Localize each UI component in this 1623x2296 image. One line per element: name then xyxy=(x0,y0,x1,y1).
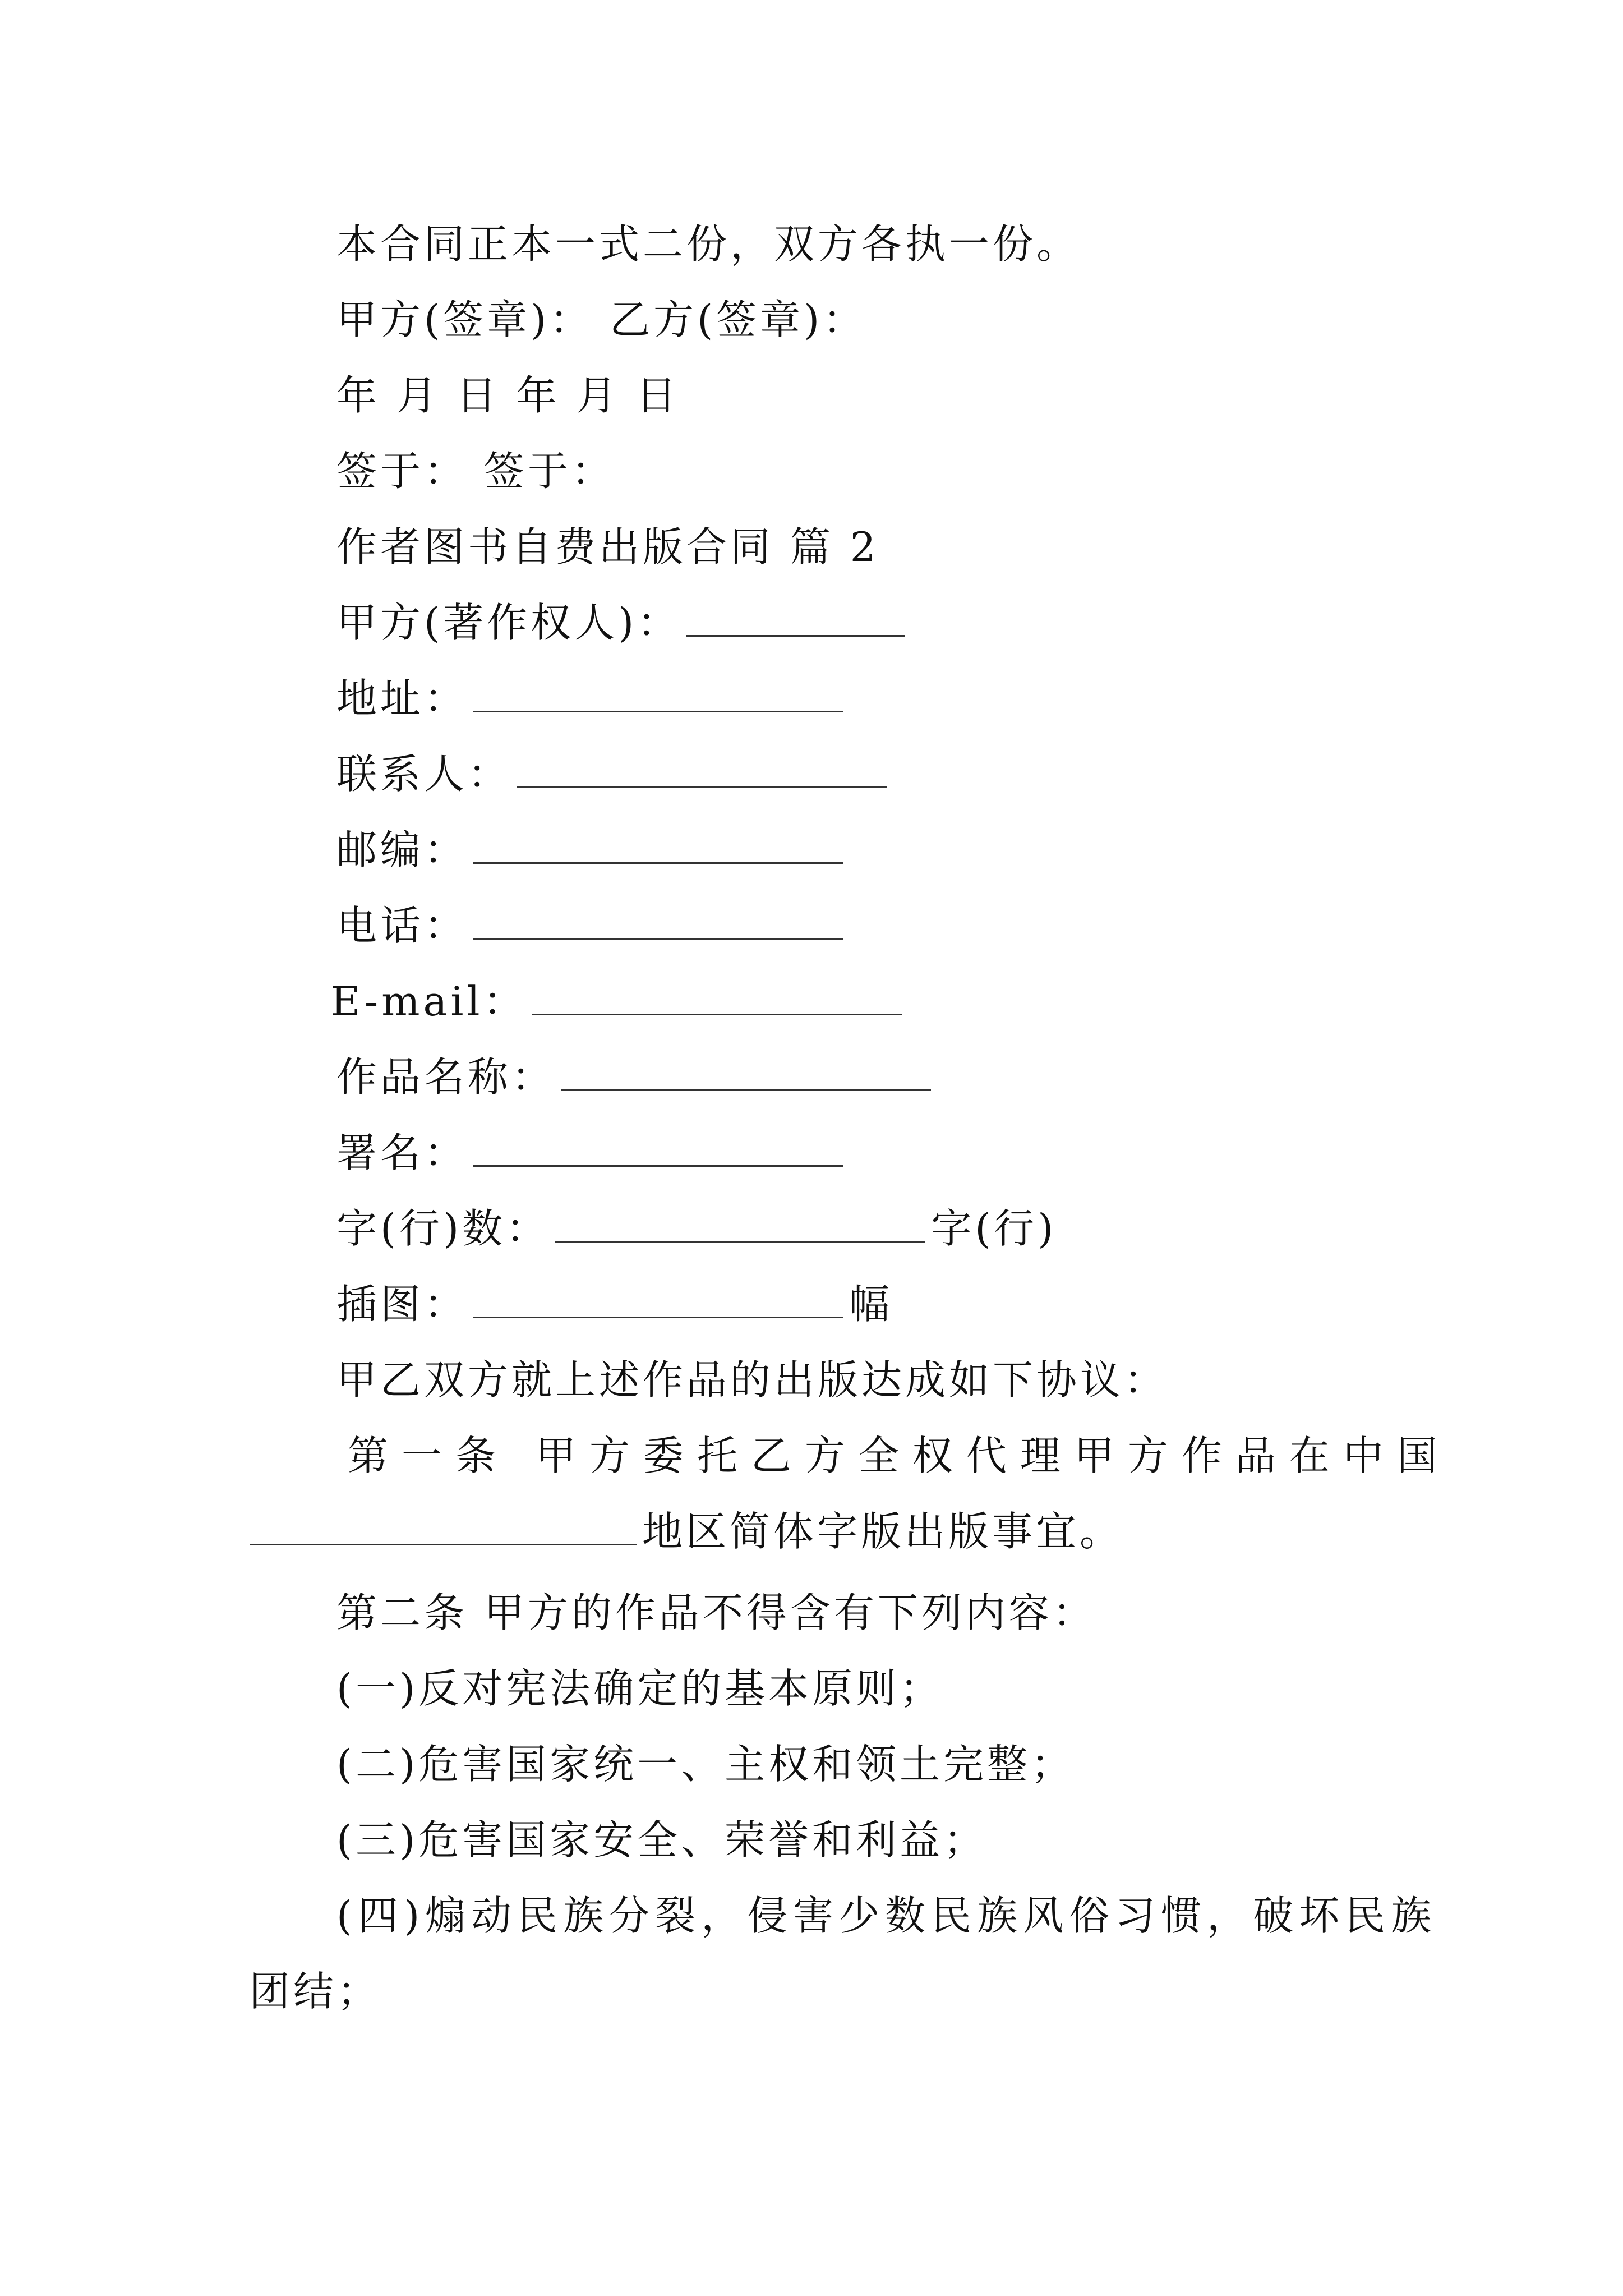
email-label: E-mail： xyxy=(331,978,527,1025)
article-2: 第二条 甲方的作品不得含有下列内容： xyxy=(336,1589,1096,1636)
phone-label: 电话： xyxy=(336,902,468,949)
illustrations-blank xyxy=(473,1284,843,1318)
address-field xyxy=(336,670,849,726)
article-1-line-1: 第一条 甲方委托乙方全权代理甲方作品在中国 xyxy=(348,1432,1451,1479)
work-title-field xyxy=(336,1049,937,1105)
word-count-blank xyxy=(555,1208,925,1243)
article-1-tail: 地区简体字版出版事宜。 xyxy=(642,1508,1124,1555)
agreement-intro: 甲乙双方就上述作品的出版达成如下协议： xyxy=(336,1356,1168,1404)
word-count-field xyxy=(336,1200,1057,1257)
item-3: (三)危害国家安全、荣誉和利益； xyxy=(336,1816,988,1864)
address-label: 地址： xyxy=(336,675,468,722)
postcode-blank xyxy=(473,830,843,864)
postcode-field xyxy=(336,822,849,878)
work-title-label: 作品名称： xyxy=(336,1053,556,1101)
illustrations-label: 插图： xyxy=(336,1281,468,1328)
signed-at-line: 签于： 签于： xyxy=(336,448,615,495)
signature-line: 甲方(签章)： 乙方(签章)： xyxy=(336,296,867,343)
item-1: (一)反对宪法确定的基本原则； xyxy=(336,1665,944,1712)
illustrations-field xyxy=(336,1276,893,1332)
postcode-label: 邮编： xyxy=(336,826,468,873)
date-line: 年 月 日 年 月 日 xyxy=(336,372,680,419)
party-a-blank xyxy=(686,602,905,637)
contact-label: 联系人： xyxy=(336,751,512,798)
phone-blank xyxy=(473,905,843,940)
illustrations-unit: 幅 xyxy=(849,1281,893,1328)
signature-label: 署名： xyxy=(336,1129,468,1176)
party-a-label: 甲方(著作权人)： xyxy=(336,599,681,646)
section-title: 作者图书自费出版合同 篇 2 xyxy=(336,523,879,570)
email-blank xyxy=(532,981,902,1015)
signature-blank xyxy=(473,1133,843,1167)
item-4: (四)煽动民族分裂，侵害少数民族风俗习惯，破坏民族 xyxy=(336,1892,1437,1939)
email-field xyxy=(331,973,908,1029)
item-2: (二)危害国家统一、主权和领土完整； xyxy=(336,1741,1075,1788)
region-blank xyxy=(250,1511,637,1545)
address-blank xyxy=(473,678,843,712)
phone-field xyxy=(336,898,849,954)
work-title-blank xyxy=(561,1057,931,1091)
contact-field xyxy=(336,746,893,802)
word-count-unit: 字(行) xyxy=(931,1205,1057,1252)
article-1-line-2 xyxy=(250,1503,1123,1559)
signature-field xyxy=(336,1125,849,1181)
party-a-field xyxy=(336,595,911,651)
copies-clause: 本合同正本一式二份，双方各执一份。 xyxy=(336,220,1081,268)
contact-blank xyxy=(517,754,887,788)
word-count-label: 字(行)数： xyxy=(336,1205,550,1252)
item-4-continued: 团结； xyxy=(250,1968,381,2015)
